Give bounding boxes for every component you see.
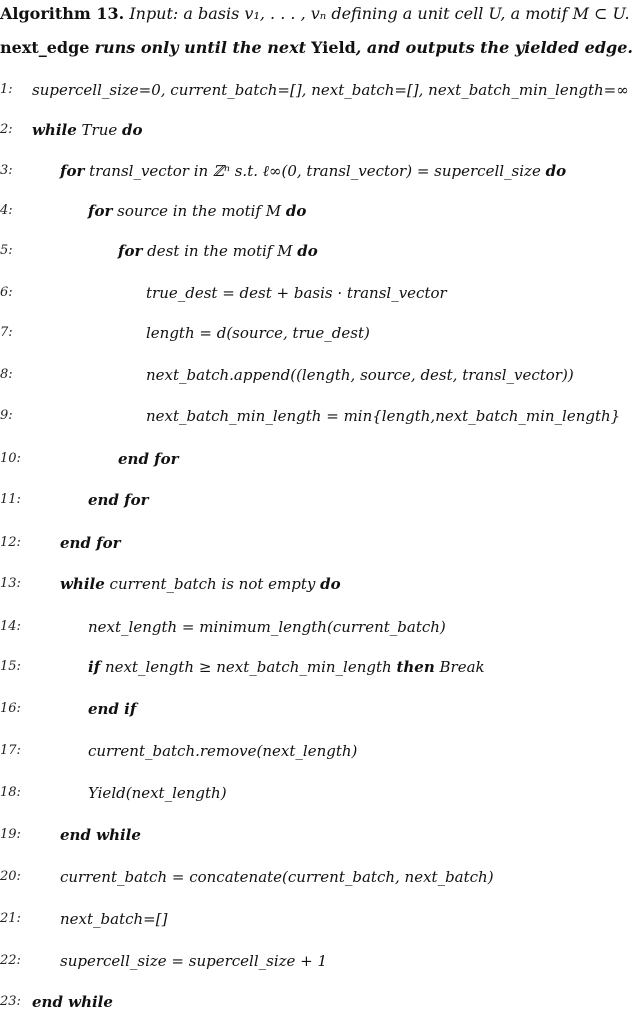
line-number: 2: — [0, 122, 13, 137]
keyword: do — [545, 162, 567, 180]
statement-text: next_batch=[] — [60, 910, 168, 928]
statement-text: transl_vector in ℤⁿ s.t. ℓ∞(0, transl_vector) = supercell_size — [89, 162, 541, 180]
line-code — [146, 406, 620, 426]
line-code — [118, 449, 179, 469]
statement-text: source in the motif M — [117, 202, 282, 220]
line-code — [32, 992, 113, 1012]
keyword: if — [88, 658, 101, 676]
keyword: end while — [32, 993, 113, 1011]
keyword: for — [88, 202, 113, 220]
function-name: next_edge — [0, 38, 90, 57]
line-number: 11: — [0, 492, 21, 507]
keyword: end if — [88, 700, 137, 718]
keyword: while — [32, 121, 77, 139]
line-number: 14: — [0, 619, 21, 634]
line-number: 8: — [0, 367, 13, 382]
line-number: 10: — [0, 451, 21, 466]
line-number: 17: — [0, 743, 21, 758]
line-number: 18: — [0, 785, 21, 800]
statement-text: current_batch is not empty — [109, 575, 316, 593]
header-mid-text: runs only until the next — [94, 38, 306, 57]
line-code — [88, 699, 136, 719]
keyword: end for — [60, 534, 121, 552]
line-number: 3: — [0, 163, 13, 178]
line-number: 4: — [0, 203, 13, 218]
statement-text: supercell_size=0, current_batch=[], next_batch=[], next_batch_min_length=∞ — [32, 81, 629, 99]
statement-text: length = d(source, true_dest) — [146, 324, 370, 342]
line-code — [60, 825, 141, 845]
keyword: end while — [60, 826, 141, 844]
line-code — [60, 574, 341, 594]
keyword: end for — [118, 450, 179, 468]
statement-text: next_batch_min_length = min{length,next_batch_min_length} — [146, 407, 621, 425]
keyword: while — [60, 575, 105, 593]
line-number: 20: — [0, 869, 21, 884]
line-number: 19: — [0, 827, 21, 842]
keyword: for — [118, 242, 143, 260]
statement-text: next_length ≥ next_batch_min_length — [104, 658, 392, 676]
line-code — [88, 201, 306, 221]
line-code — [32, 120, 143, 140]
line-code — [88, 657, 485, 677]
yield-keyword: Yield — [311, 38, 356, 57]
line-code — [88, 617, 446, 637]
line-code — [118, 241, 318, 261]
line-number: 7: — [0, 325, 13, 340]
line-number: 21: — [0, 911, 21, 926]
line-code — [32, 80, 629, 100]
line-code — [88, 783, 227, 803]
line-code — [60, 951, 327, 971]
line-code — [146, 283, 447, 303]
line-code — [60, 533, 121, 553]
statement-text: current_batch = concatenate(current_batch, next_batch) — [60, 868, 494, 886]
line-number: 15: — [0, 659, 21, 674]
keyword: do — [285, 202, 307, 220]
statement-text: true_dest = dest + basis · transl_vector — [146, 284, 447, 302]
line-number: 13: — [0, 576, 21, 591]
line-number: 9: — [0, 408, 13, 423]
line-number: 12: — [0, 535, 21, 550]
line-code — [146, 323, 370, 343]
line-number: 1: — [0, 82, 13, 97]
line-code — [146, 365, 574, 385]
statement-text: supercell_size = supercell_size + 1 — [60, 952, 328, 970]
statement-text: next_batch.append((length, source, dest, transl_vector)) — [146, 366, 574, 384]
header-end-text: , and outputs the yielded edge. — [355, 38, 633, 57]
line-code — [88, 490, 149, 510]
statement-tail: Break — [439, 658, 485, 676]
statement-text: dest in the motif M — [147, 242, 293, 260]
line-code — [60, 909, 167, 929]
statement-text: current_batch.remove(next_length) — [88, 742, 358, 760]
line-number: 16: — [0, 701, 21, 716]
keyword: end for — [88, 491, 149, 509]
line-number: 6: — [0, 285, 13, 300]
statement-text: True — [81, 121, 118, 139]
line-code — [60, 161, 566, 181]
keyword: for — [60, 162, 85, 180]
line-code — [88, 741, 357, 761]
algorithm-label: Algorithm 13. — [0, 4, 125, 23]
line-code — [60, 867, 494, 887]
keyword: do — [320, 575, 341, 593]
keyword: do — [297, 242, 318, 260]
keyword: do — [122, 121, 143, 139]
line-number: 23: — [0, 994, 21, 1009]
line-number: 5: — [0, 243, 13, 258]
line-number: 22: — [0, 953, 21, 968]
keyword: then — [396, 658, 435, 676]
statement-text: next_length = minimum_length(current_batch) — [88, 618, 446, 636]
algorithm-input: Input: a basis v₁, . . . , vₙ defining a unit cell U, a motif M ⊂ U. — [129, 4, 630, 23]
statement-text: Yield(next_length) — [88, 784, 227, 802]
